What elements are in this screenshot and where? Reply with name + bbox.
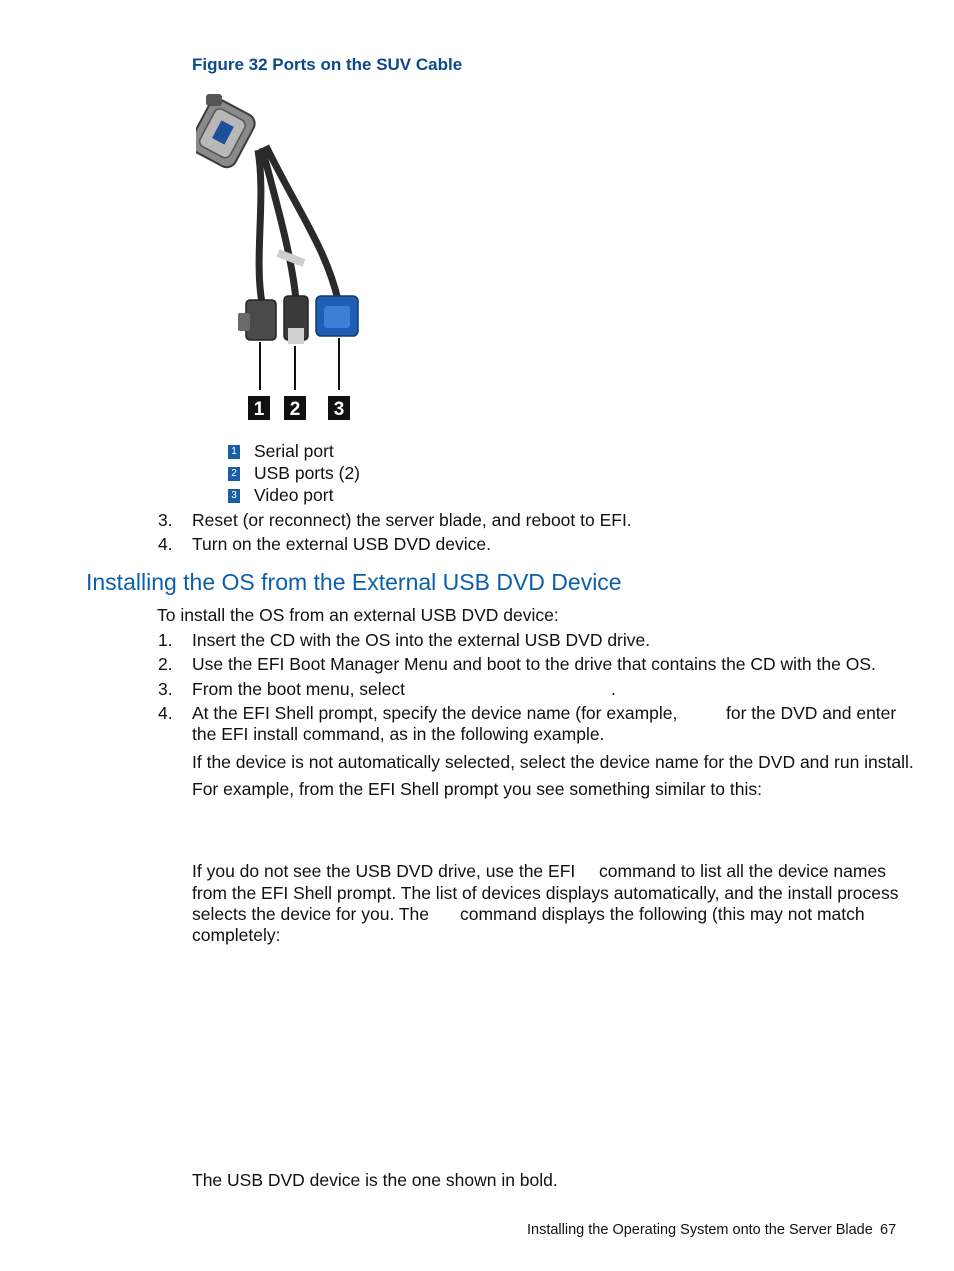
paragraph: For example, from the EFI Shell prompt you see something similar to this: <box>192 779 762 799</box>
footer-title: Installing the Operating System onto the Server Blade <box>527 1222 873 1238</box>
callout-badge: 1 <box>228 445 240 459</box>
step-text: From the boot menu, select <box>192 679 406 699</box>
step-number: 1. <box>158 630 173 650</box>
step-text-continued: for the DVD and enter <box>726 703 897 723</box>
step-item <box>158 630 650 651</box>
figure-callout-2 <box>284 396 306 420</box>
paragraph: The USB DVD device is the one shown in bold. <box>192 1170 558 1190</box>
paragraph-line: command to list all the device names <box>599 861 886 881</box>
svg-text:3: 3 <box>333 399 345 420</box>
callout-item-usb <box>228 463 360 484</box>
step-text: Use the EFI Boot Manager Menu and boot to the drive that contains the CD with the OS. <box>192 654 876 674</box>
svg-text:1: 1 <box>253 399 265 420</box>
step-item <box>158 679 405 700</box>
paragraph-line: If you do not see the USB DVD drive, use the EFI <box>192 861 576 881</box>
paragraph-line: selects the device for you. The <box>192 904 430 924</box>
step-item <box>158 654 876 675</box>
step-number: 4. <box>158 534 173 554</box>
callout-label: Video port <box>254 485 334 505</box>
step-item <box>158 703 677 724</box>
paragraph-line: from the EFI Shell prompt. The list of devices displays automatically, and the install process <box>192 883 899 903</box>
callout-label: USB ports (2) <box>254 463 360 483</box>
step-number: 2. <box>158 654 173 674</box>
step-item <box>158 534 491 555</box>
step-number: 4. <box>158 703 173 723</box>
step-number: 3. <box>158 510 173 530</box>
step-text-line2: the EFI install command, as in the following example. <box>192 724 605 744</box>
svg-text:2: 2 <box>289 399 301 420</box>
section-heading: Installing the OS from the External USB DVD Device <box>86 569 622 595</box>
figure-title: Figure 32 Ports on the SUV Cable <box>192 55 463 74</box>
callout-item-video <box>228 485 333 506</box>
callout-item-serial <box>228 441 334 462</box>
paragraph: If the device is not automatically selected, select the device name for the DVD and run install. <box>192 752 914 772</box>
figure-callout-3 <box>328 396 350 420</box>
suv-cable-photo <box>196 88 366 423</box>
page-number: 67 <box>880 1222 897 1238</box>
paragraph-line: completely: <box>192 925 281 945</box>
step-text: Insert the CD with the OS into the external USB DVD drive. <box>192 630 651 650</box>
callout-badge: 2 <box>228 467 240 481</box>
step-item <box>158 510 632 531</box>
paragraph-line: command displays the following (this may not match <box>460 904 865 924</box>
callout-label: Serial port <box>254 441 334 461</box>
section-intro: To install the OS from an external USB DVD device: <box>157 605 559 625</box>
step-text: At the EFI Shell prompt, specify the device name (for example, <box>192 703 678 723</box>
step-suffix: . <box>611 679 616 699</box>
step-number: 3. <box>158 679 173 699</box>
figure-callout-1 <box>248 396 270 420</box>
callout-badge: 3 <box>228 489 240 503</box>
step-text: Reset (or reconnect) the server blade, and reboot to EFI. <box>192 510 632 530</box>
step-text: Turn on the external USB DVD device. <box>192 534 491 554</box>
